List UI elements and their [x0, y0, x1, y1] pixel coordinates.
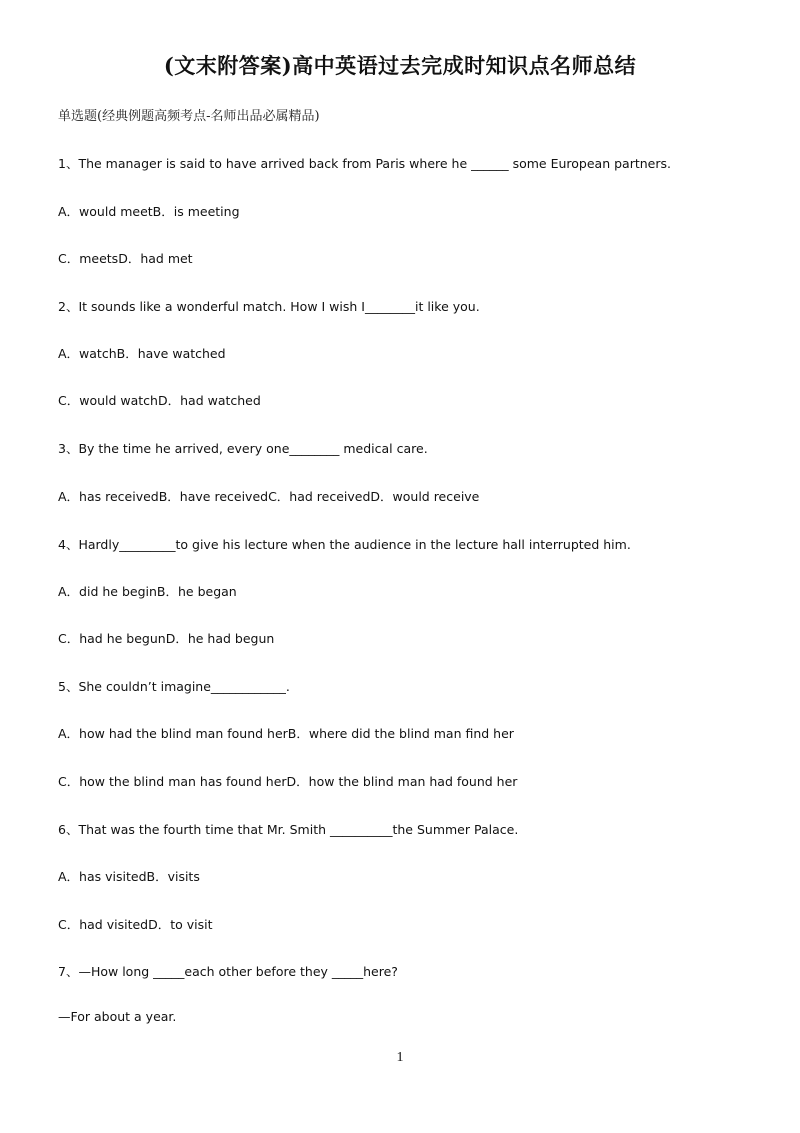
document-title: (文末附答案)高中英语过去完成时知识点名师总结	[163, 53, 637, 78]
question-1: 1、The manager is said to have arrived back from Paris where he ______ some European partners.	[58, 156, 671, 171]
question-2: 2、It sounds like a wonderful match. How I wish I________it like you.	[58, 299, 480, 314]
question-5-options-cd: C．how the blind man has found herD．how the blind man had found her	[58, 774, 518, 789]
page-number: 1	[396, 1050, 404, 1065]
question-7-dialogue: —For about a year.	[58, 1009, 177, 1024]
question-2-options-ab: A．watchB．have watched	[58, 346, 226, 361]
question-3: 3、By the time he arrived, every one________ medical care.	[58, 441, 428, 456]
question-5: 5、She couldn’t imagine____________.	[58, 679, 290, 694]
question-6-options-cd: C．had visitedD．to visit	[58, 917, 213, 932]
question-6-options-ab: A．has visitedB．visits	[58, 869, 200, 884]
question-4-options-cd: C．had he begunD．he had begun	[58, 631, 275, 646]
section-heading: 单选题(经典例题高频考点-名师出品必属精品)	[58, 109, 320, 124]
question-4-options-ab: A．did he beginB．he began	[58, 584, 237, 599]
question-2-options-cd: C．would watchD．had watched	[58, 393, 261, 408]
question-7: 7、—How long _____each other before they _____here?	[58, 964, 398, 979]
question-6: 6、That was the fourth time that Mr. Smith __________the Summer Palace.	[58, 822, 519, 837]
question-1-options-ab: A．would meetB．is meeting	[58, 204, 240, 219]
question-5-options-ab: A．how had the blind man found herB．where did the blind man find her	[58, 726, 514, 741]
question-4: 4、Hardly_________to give his lecture when the audience in the lecture hall interrupted him.	[58, 537, 631, 552]
question-1-options-cd: C．meetsD．had met	[58, 251, 193, 266]
question-3-options: A．has receivedB．have receivedC．had receivedD．would receive	[58, 489, 480, 504]
